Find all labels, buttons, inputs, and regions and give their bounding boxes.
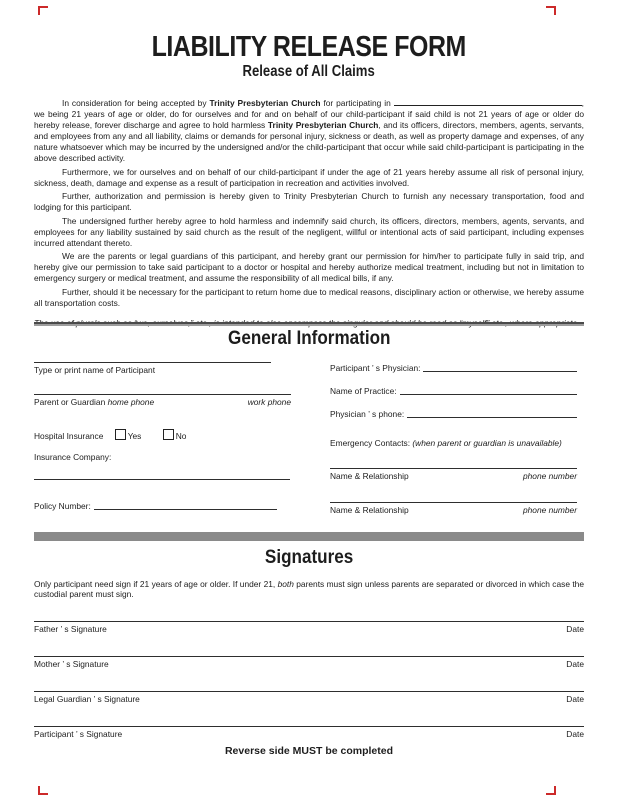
parent-guardian-label <box>34 397 154 407</box>
physician-name-blank[interactable] <box>423 363 577 372</box>
emergency-contacts-note: (when parent or guardian is unavailable) <box>412 438 562 448</box>
legal-guardian-signature-blank[interactable] <box>34 691 584 692</box>
church-name-bold: Trinity Presbyterian Church <box>209 98 321 108</box>
parent-guardian-phone-blank[interactable] <box>34 394 291 395</box>
participant-signature-blank[interactable] <box>34 726 584 727</box>
paragraph-transportation-costs: Further, should it be necessary for the participant to return home due to medical reasons, disciplinary action or otherwise, we hereby assume all transportation costs. <box>34 286 584 308</box>
practice-row <box>330 386 577 396</box>
no-label: No <box>175 431 187 441</box>
contact-name-label: Name & Relationship <box>330 471 409 481</box>
physician-phone-row <box>330 409 577 419</box>
home-phone-label: home phone <box>107 397 155 407</box>
physician-label: Participant ’ s Physician: <box>330 363 421 373</box>
text-run: for participating in <box>320 98 394 108</box>
activity-fill-in-blank[interactable] <box>394 97 582 106</box>
crop-mark-top-left-icon <box>38 6 48 15</box>
text-run: Parent or Guardian <box>34 397 108 407</box>
hospital-insurance-row <box>34 429 186 441</box>
practice-label: Name of Practice: <box>330 386 397 396</box>
emergency-contact-1-labels <box>330 471 577 481</box>
participant-name-blank[interactable] <box>34 362 271 363</box>
contact-phone-label: phone number <box>522 505 577 515</box>
emergency-contact-2-blank[interactable] <box>330 502 577 503</box>
emergency-contact-1-blank[interactable] <box>330 468 577 469</box>
paragraph-consideration <box>34 97 584 164</box>
emergency-contact-2-labels <box>330 505 577 515</box>
text-run: parents must sign unless parents are separated or divorced in which case the custodial parent must sign. <box>34 579 584 599</box>
section-divider-bar <box>34 532 584 541</box>
date-label: Date <box>566 729 584 739</box>
form-title: LIABILITY RELEASE FORM <box>151 31 467 63</box>
signature-instructions <box>34 579 584 599</box>
policy-number-label: Policy Number: <box>34 501 91 511</box>
paragraph-indemnify: The undersigned further hereby agree to hold harmless and indemnify said church, its officers, directors, members, agents, servants, and employees for any liability sustained by said church as the result of the negligent, willful or intentional acts of said participant, including expenses incurred attendant thereto. <box>34 215 584 248</box>
emergency-contacts-label: Emergency Contacts: <box>330 438 413 448</box>
church-name-bold: Trinity Presbyterian Church <box>267 120 379 130</box>
physician-phone-label: Physician ’ s phone: <box>330 409 405 419</box>
text-run: In consideration for being accepted by <box>62 98 210 108</box>
general-information-heading <box>0 328 618 350</box>
hospital-insurance-no-option[interactable] <box>163 431 187 441</box>
participant-name-label: Type or print name of Participant <box>34 365 156 375</box>
policy-number-row <box>34 501 277 511</box>
physician-row <box>330 363 577 373</box>
paragraph-parental-permission: We are the parents or legal guardians of this participant, and hereby grant our permission for him/her to participate fully in said trip, and hereby give our permission to take said participant to a doctor or hospital and hereby authorize medical treatment, including but not in limitation to emergency surgery or medical treatment, and assume the responsibility of all medical bills, if any. <box>34 251 584 283</box>
signature-row-father <box>34 621 584 634</box>
practice-name-blank[interactable] <box>400 386 577 395</box>
signature-row-participant <box>34 726 584 739</box>
crop-mark-bottom-left-icon <box>38 786 48 795</box>
policy-number-blank[interactable] <box>94 501 277 510</box>
emergency-contacts-row <box>330 438 562 448</box>
hospital-insurance-yes-option[interactable] <box>115 431 142 441</box>
signatures-heading-text: Signatures <box>264 547 354 568</box>
form-subtitle: Release of All Claims <box>242 63 376 80</box>
both-emphasis: both <box>277 579 294 589</box>
text-run: , we being 21 years of age or older, do for ourselves and for and on behalf of our child-participant if said child is not 21 years of age or older do hereby release, forever discharge and agree to hold harmless <box>34 98 584 130</box>
work-phone-label: work phone <box>247 397 291 407</box>
form-header <box>0 33 618 81</box>
signature-row-mother <box>34 656 584 669</box>
mother-signature-blank[interactable] <box>34 656 584 657</box>
yes-checkbox[interactable] <box>115 429 126 440</box>
reverse-side-note: Reverse side MUST be completed <box>224 745 394 757</box>
release-terms-text <box>34 97 584 331</box>
text-run: , and its officers, directors, members, agents, servants, and employees from any and all liability, claims or demands for personal injury, sickness or death, as well as property damage and expenses, of any nature whatsoever which may be incurred by the undersigned and/or the child-participant that occur while said child-participant is participating in the above described activity. <box>34 120 584 163</box>
no-checkbox[interactable] <box>163 429 174 440</box>
date-label: Date <box>566 624 584 634</box>
text-run: Only participant need sign if 21 years of age or older. If under 21, <box>34 579 278 589</box>
father-signature-label: Father ’ s Signature <box>34 624 107 634</box>
contact-name-label: Name & Relationship <box>330 505 409 515</box>
paragraph-authorization: Further, authorization and permission is hereby given to Trinity Presbyterian Church to furnish any necessary transportation, food and lodging for this participant. <box>34 191 584 212</box>
physician-phone-blank[interactable] <box>407 409 577 418</box>
hospital-insurance-label: Hospital Insurance <box>34 431 104 441</box>
yes-label: Yes <box>127 431 142 441</box>
general-information-heading-text: General Information <box>227 328 391 349</box>
paragraph-assumption-of-risk: Furthermore, we for ourselves and on behalf of our child-participant if under the age of 21 years hereby assume all risk of personal injury, sickness, death, damage and expense as a result of participation in recreation and activities involved. <box>34 166 584 188</box>
insurance-company-blank[interactable] <box>34 479 290 480</box>
crop-mark-bottom-right-icon <box>546 786 556 795</box>
legal-guardian-signature-label: Legal Guardian ’ s Signature <box>34 694 140 704</box>
insurance-company-label: Insurance Company: <box>34 452 112 462</box>
parent-guardian-label-row <box>34 397 291 407</box>
signatures-heading <box>0 547 618 569</box>
date-label: Date <box>566 659 584 669</box>
contact-phone-label: phone number <box>522 471 577 481</box>
signature-row-legal-guardian <box>34 691 584 704</box>
father-signature-blank[interactable] <box>34 621 584 622</box>
section-divider-bar <box>34 322 584 326</box>
crop-mark-top-right-icon <box>546 6 556 15</box>
mother-signature-label: Mother ’ s Signature <box>34 659 109 669</box>
participant-signature-label: Participant ’ s Signature <box>34 729 123 739</box>
date-label: Date <box>566 694 584 704</box>
